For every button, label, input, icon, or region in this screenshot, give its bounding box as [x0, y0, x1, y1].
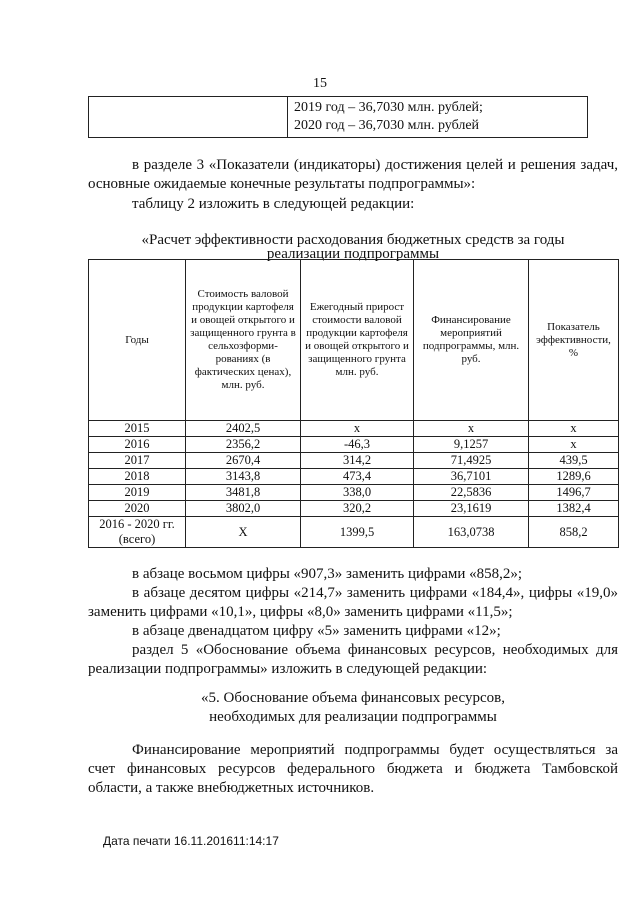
cell-year: 2019 — [89, 485, 186, 501]
cell-gross-value: 3802,0 — [186, 501, 301, 517]
cell-growth: 320,2 — [301, 501, 414, 517]
cell-efficiency: 1382,4 — [529, 501, 619, 517]
cell-financing: 22,5836 — [414, 485, 529, 501]
section-5-title-line-1: «5. Обоснование объема финансовых ресурсов, — [200, 690, 505, 706]
cell-growth: 473,4 — [301, 469, 414, 485]
table-title-line-2: реализации подпрограммы — [266, 246, 440, 262]
cell-year: 2015 — [89, 421, 186, 437]
cell-efficiency: х — [529, 437, 619, 453]
cell-financing: 9,1257 — [414, 437, 529, 453]
cell-gross-value: 2356,2 — [186, 437, 301, 453]
cell-growth: 314,2 — [301, 453, 414, 469]
change-paragraph-10: в абзаце десятом цифры «214,7» заменить цифрами «184,4», цифры «19,0» заменить цифрами «10,1», цифры «8,0» заменить цифрами «11,5»; — [88, 585, 618, 620]
cell-efficiency: 439,5 — [529, 453, 619, 469]
table-row — [89, 501, 619, 517]
cell-financing: 163,0738 — [414, 517, 529, 548]
table-row — [89, 421, 619, 437]
change-section-5: раздел 5 «Обоснование объема финансовых ресурсов, необходимых для реализации подпрограммы» изложить в следующей редакции: — [88, 642, 618, 677]
header-efficiency: Показатель эффективности, % — [529, 260, 619, 421]
cell-gross-value: Х — [186, 517, 301, 548]
header-gross-value: Стоимость валовой продукции картофеля и овощей открытого и защищенного грунта в сельхозформи-рованиях (в фактических ценах), млн. руб. — [186, 260, 301, 421]
header-annual-growth: Ежегодный прирост стоимости валовой продукции картофеля и овощей открытого и защищенного грунта млн. руб. — [301, 260, 414, 421]
paragraph-section-3: в разделе 3 «Показатели (индикаторы) достижения целей и решения задач, основные ожидаемые конечные результаты подпрограммы»: — [88, 157, 618, 192]
cell-efficiency: 1496,7 — [529, 485, 619, 501]
cell-financing: 36,7101 — [414, 469, 529, 485]
table-row — [89, 469, 619, 485]
cell-year: 2016 — [89, 437, 186, 453]
cell-efficiency: 858,2 — [529, 517, 619, 548]
cell-efficiency: 1289,6 — [529, 469, 619, 485]
cell-financing: 23,1619 — [414, 501, 529, 517]
financing-paragraph: Финансирование мероприятий подпрограммы будет осуществляться за счет финансовых ресурсов федерального бюджета и бюджета Тамбовской области, а также внебюджетных источников. — [88, 742, 618, 796]
change-paragraph-12: в абзаце двенадцатом цифру «5» заменить цифрами «12»; — [132, 623, 501, 639]
table-title-line-1: «Расчет эффективности расходования бюджетных средств за годы — [141, 232, 565, 248]
efficiency-table — [88, 259, 619, 548]
cell-year: 2020 — [89, 501, 186, 517]
cell-growth: 1399,5 — [301, 517, 414, 548]
cell-growth: 338,0 — [301, 485, 414, 501]
change-paragraph-8: в абзаце восьмом цифры «907,3» заменить цифрами «858,2»; — [132, 566, 523, 582]
cell-financing: 71,4925 — [414, 453, 529, 469]
table-header-row — [89, 260, 619, 421]
top-table-line-2020: 2020 год – 36,7030 млн. рублей — [294, 118, 480, 133]
cell-year: 2016 - 2020 гг. (всего) — [89, 517, 186, 548]
cell-year: 2017 — [89, 453, 186, 469]
cell-growth: -46,3 — [301, 437, 414, 453]
cell-growth: х — [301, 421, 414, 437]
cell-gross-value: 2670,4 — [186, 453, 301, 469]
paragraph-table-2: таблицу 2 изложить в следующей редакции: — [132, 196, 415, 212]
top-table-empty-cell — [89, 97, 288, 138]
print-date-footer: Дата печати 16.11.201611:14:17 — [103, 834, 279, 848]
cell-gross-value: 3481,8 — [186, 485, 301, 501]
section-5-title-line-2: необходимых для реализации подпрограммы — [209, 709, 497, 725]
table-row — [89, 485, 619, 501]
header-financing: Финансирование мероприятий подпрограммы, млн. руб. — [414, 260, 529, 421]
page-number: 15 — [313, 76, 327, 91]
table-row — [89, 437, 619, 453]
table-total-row — [89, 517, 619, 548]
cell-gross-value: 3143,8 — [186, 469, 301, 485]
top-table-cell — [288, 97, 588, 138]
cell-efficiency: х — [529, 421, 619, 437]
header-years: Годы — [89, 260, 186, 421]
top-table-fragment — [88, 96, 588, 138]
cell-gross-value: 2402,5 — [186, 421, 301, 437]
table-row — [89, 453, 619, 469]
cell-financing: х — [414, 421, 529, 437]
cell-year: 2018 — [89, 469, 186, 485]
top-table-line-2019: 2019 год – 36,7030 млн. рублей; — [294, 100, 483, 115]
